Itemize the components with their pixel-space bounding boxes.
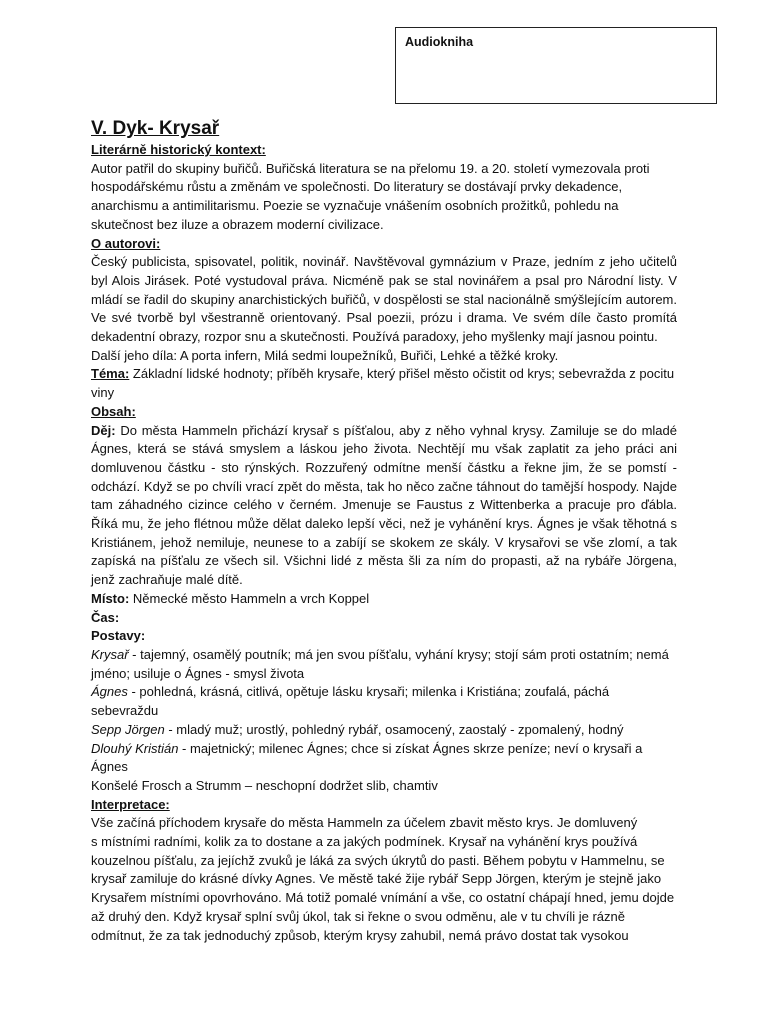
plot-label: Děj: bbox=[91, 422, 116, 438]
context-heading: Literárně historický kontext: bbox=[91, 142, 266, 157]
plot-paragraph bbox=[91, 422, 677, 590]
place-paragraph bbox=[91, 590, 677, 609]
interpretation-line: s místními radními, kolik za to dostane a za jakých podmínek. Krysař na vyhánění krys používá bbox=[91, 834, 638, 850]
audiobook-box bbox=[395, 27, 717, 104]
character-item bbox=[91, 721, 677, 740]
time-label: Čas: bbox=[91, 609, 120, 625]
character-name: Ágnes bbox=[91, 684, 128, 700]
document-title: V. Dyk- Krysař bbox=[91, 118, 220, 139]
interpretation-line: krysař zamiluje do krásné dívky Agnes. Ve městě také žije rybář Sepp Jörgen, kterým je stejně jako bbox=[91, 871, 662, 887]
context-line: Autor patřil do skupiny buřičů. Buřičská literatura se na přelomu 19. a 20. století vymezovala proti bbox=[91, 160, 650, 176]
place-text: Německé město Hammeln a vrch Koppel bbox=[129, 590, 370, 606]
interpretation-line: až druhý den. Když krysař splní svůj úkol, tak si řekne o svou odměnu, ale v tu chvíli je rázně bbox=[91, 908, 625, 924]
character-desc: - tajemný, osamělý poutník; má jen svou píšťalu, vyhání krysy; stojí sám proti ostatním; nemá jméno; usiluje o Ágnes - smysl života bbox=[91, 646, 669, 681]
character-name: Sepp Jörgen bbox=[91, 721, 165, 737]
characters-heading: Postavy: bbox=[91, 628, 146, 644]
place-label: Místo: bbox=[91, 590, 130, 606]
audiobook-label: Audiokniha bbox=[405, 35, 474, 49]
content-heading: Obsah: bbox=[91, 403, 136, 419]
character-item bbox=[91, 740, 677, 777]
theme-text: Základní lidské hodnoty; příběh krysaře, který přišel město očistit od krys; sebevražda z pocitu viny bbox=[91, 366, 675, 401]
character-desc: - mladý muž; urostlý, pohledný rybář, osamocený, zaostalý - zpomalený, hodný bbox=[164, 721, 624, 737]
interpretation-line: Vše začíná příchodem krysaře do města Hammeln za účelem zbavit město krys. Je domluvený bbox=[91, 815, 638, 831]
character-item bbox=[91, 683, 677, 720]
theme-paragraph bbox=[91, 365, 677, 402]
character-item bbox=[91, 646, 677, 683]
character-desc: - pohledná, krásná, citlivá, opětuje lásku krysaři; milenka i Kristiána; zoufalá, páchá sebevraždu bbox=[91, 684, 610, 719]
context-line: anarchismu a antimilitarismu. Poezie se vyznačuje vnášením osobních prožitků, pohledu na bbox=[91, 198, 619, 214]
interpretation-line: kouzelnou píšťalu, za jejíchž zvuků je láká za svých úkrytů do pasti. Během pobytu v Hammelnu, se bbox=[91, 852, 665, 868]
character-extra: Konšelé Frosch a Strumm – neschopní dodržet slib, chamtiv bbox=[91, 777, 438, 793]
interpretation-heading: Interpretace: bbox=[91, 796, 170, 812]
plot-text: Do města Hammeln přichází krysař s píšťalou, aby z něho vyhnal krysy. Zamiluje se do mladé Ágnes, která se stává smyslem a láskou jeho života. Nechtějí mu však zaplatit za jeho práci ani domluvenou částku - sto rýnských. Rozzuřený odmítne menší částku a řekne jim, že se pomstí - odchází. Když se po chvíli vrací zpět do města, tak ho něco začne táhnout do tamější hospody. Najde tam záhadného cizince celého v černém. Jmenuje se Faustus z Wittenberka a pracuje pro ďábla. Říká mu, že jeho flétnou může dělat daleko lepší věci, než je vyhánění krys. Ágnes je však těhotná s Kristiánem, jehož nemiluje, neunese to a zabíjí se skokem ze skály. V krysařovi se vše zlomí, a tak zapíská na píšťalu ze všech sil. Všichni lidé z města šli za ním do propasti, až na rybáře Jörgena, jenž zachraňuje malé dítě. bbox=[91, 422, 677, 588]
document-content bbox=[91, 118, 677, 945]
other-works: Další jeho díla: A porta infern, Milá sedmi loupežníků, Buřiči, Lehké a těžké kroky. bbox=[91, 347, 559, 363]
interpretation-line: Krysařem místními opovrhováno. Má totiž pomalé vnímání a vše, co ostatní chápají hned, jemu dojde bbox=[91, 890, 675, 906]
character-name: Krysař bbox=[91, 646, 129, 662]
context-line: skutečnost bez iluze a obrazem moderní civilizace. bbox=[91, 216, 384, 232]
author-paragraph: Český publicista, spisovatel, politik, novinář. Navštěvoval gymnázium v Praze, jedním z jeho učitelů byl Alois Jirásek. Poté vystudoval práva. Nicméně pak se stal novinářem a psal pro Národní listy. V mládí se řadil do skupiny anarchistických buřičů, v dospělosti se stal nacionálně smýšlejícím autorem. Ve své tvorbě byl všestranně orientovaný. Psal poezii, prózu i drama. Ve svém díle často promítá dekadentní obrazy, rozpor snu a skutečnosti. Používá paradoxy, jeho myšlenky mají jasnou pointu. bbox=[91, 254, 677, 345]
author-heading: O autorovi: bbox=[91, 235, 161, 251]
context-line: hospodářskému růstu a změnám ve společnosti. Do literatury se dostávají prvky dekadence, bbox=[91, 179, 623, 195]
theme-label: Téma: bbox=[91, 366, 130, 382]
interpretation-line: odmítnut, že za tak jednoduchý způsob, kterým krysy zahubil, nemá právo dostat tak vysokou bbox=[91, 927, 629, 943]
character-name: Dlouhý Kristián bbox=[91, 740, 179, 756]
character-desc: - majetnický; milenec Ágnes; chce si získat Ágnes skrze peníze; neví o krysaři a Ágnes bbox=[91, 740, 643, 775]
